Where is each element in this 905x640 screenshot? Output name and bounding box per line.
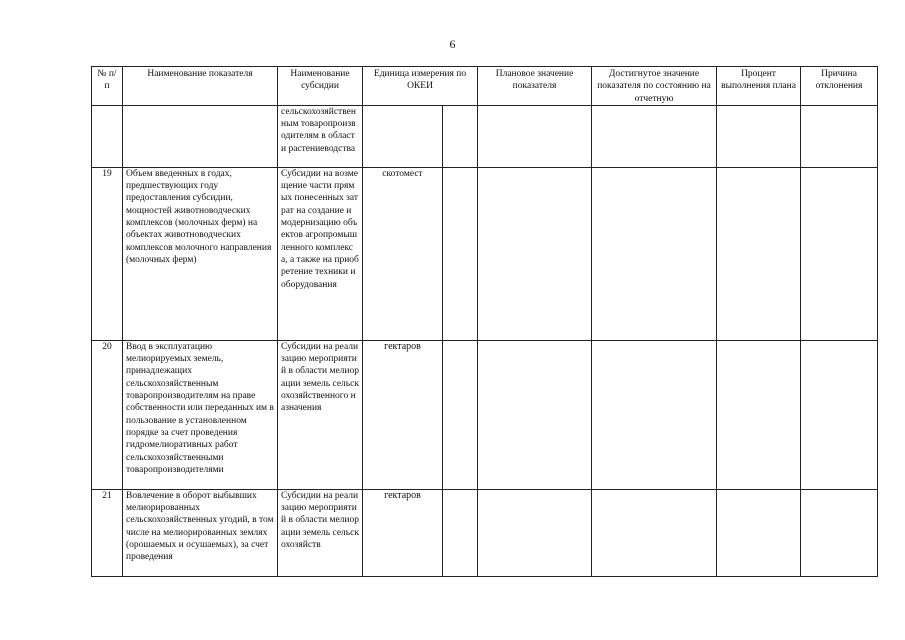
reason-value: [801, 167, 878, 340]
subsidy-name: Субсидии на реализацию мероприятий в области мелиорации земель сельскохозяйств: [278, 489, 363, 576]
unit-name: скотомест: [363, 167, 443, 340]
header-reason: Причина отклонения: [801, 67, 878, 106]
unit-name: гектаров: [363, 489, 443, 576]
achieved-value: [592, 489, 717, 576]
indicator-table: [91, 66, 878, 577]
planned-value: [478, 489, 592, 576]
unit-code: [443, 105, 478, 167]
percent-value: [717, 489, 801, 576]
unit-code: [443, 167, 478, 340]
planned-value: [478, 105, 592, 167]
header-percent: Процент выполнения плана: [717, 67, 801, 106]
unit-name: [363, 105, 443, 167]
row-num: 19: [92, 167, 123, 340]
header-indicator-name: Наименование показателя: [123, 67, 278, 106]
indicator-name: Вовлечение в оборот выбывших мелиорированных сельскохозяйственных угодий, в том числе на мелиорированных землях (орошаемых и осушаемых), за счет проведения: [123, 489, 278, 576]
table-row: [92, 105, 878, 167]
row-num: [92, 105, 123, 167]
unit-code: [443, 340, 478, 489]
unit-name: гектаров: [363, 340, 443, 489]
planned-value: [478, 340, 592, 489]
header-subsidy-name: Наименование субсидии: [278, 67, 363, 106]
subsidy-name: сельскохозяйственным товаропроизводителям в области растениеводства: [278, 105, 363, 167]
reason-value: [801, 489, 878, 576]
table-row: [92, 489, 878, 576]
table-row: [92, 340, 878, 489]
percent-value: [717, 167, 801, 340]
achieved-value: [592, 167, 717, 340]
header-num: № п/п: [92, 67, 123, 106]
table-row: [92, 167, 878, 340]
achieved-value: [592, 340, 717, 489]
header-achieved-value: Достигнутое значение показателя по состоянию на отчетную: [592, 67, 717, 106]
subsidy-name: Субсидии на реализацию мероприятий в области мелиорации земель сельскохозяйственного назначения: [278, 340, 363, 489]
indicator-name: Ввод в эксплуатацию мелиорируемых земель, принадлежащих сельскохозяйственным товаропроизводителям на праве собственности или переданных им в пользование в установленном порядке за счет проведения гидромелиоративных работ сельскохозяйственными товаропроизводителями: [123, 340, 278, 489]
subsidy-name: Субсидии на возмещение части прямых понесенных затрат на создание и модернизацию объектов агропромышленного комплекса, а также на приобретение техники и оборудования: [278, 167, 363, 340]
reason-value: [801, 340, 878, 489]
header-planned-value: Плановое значение показателя: [478, 67, 592, 106]
page-number: 6: [449, 37, 456, 51]
unit-code: [443, 489, 478, 576]
indicator-name: Объем введенных в годах, предшествующих году предоставления субсидии, мощностей животноводческих комплексов (молочных ферм) на объектах животноводческих комплексов молочного направления (молочных ферм): [123, 167, 278, 340]
achieved-value: [592, 105, 717, 167]
reason-value: [801, 105, 878, 167]
header-unit: Единица измерения по ОКЕИ: [363, 67, 478, 106]
percent-value: [717, 105, 801, 167]
row-num: 21: [92, 489, 123, 576]
planned-value: [478, 167, 592, 340]
row-num: 20: [92, 340, 123, 489]
indicator-name: [123, 105, 278, 167]
percent-value: [717, 340, 801, 489]
